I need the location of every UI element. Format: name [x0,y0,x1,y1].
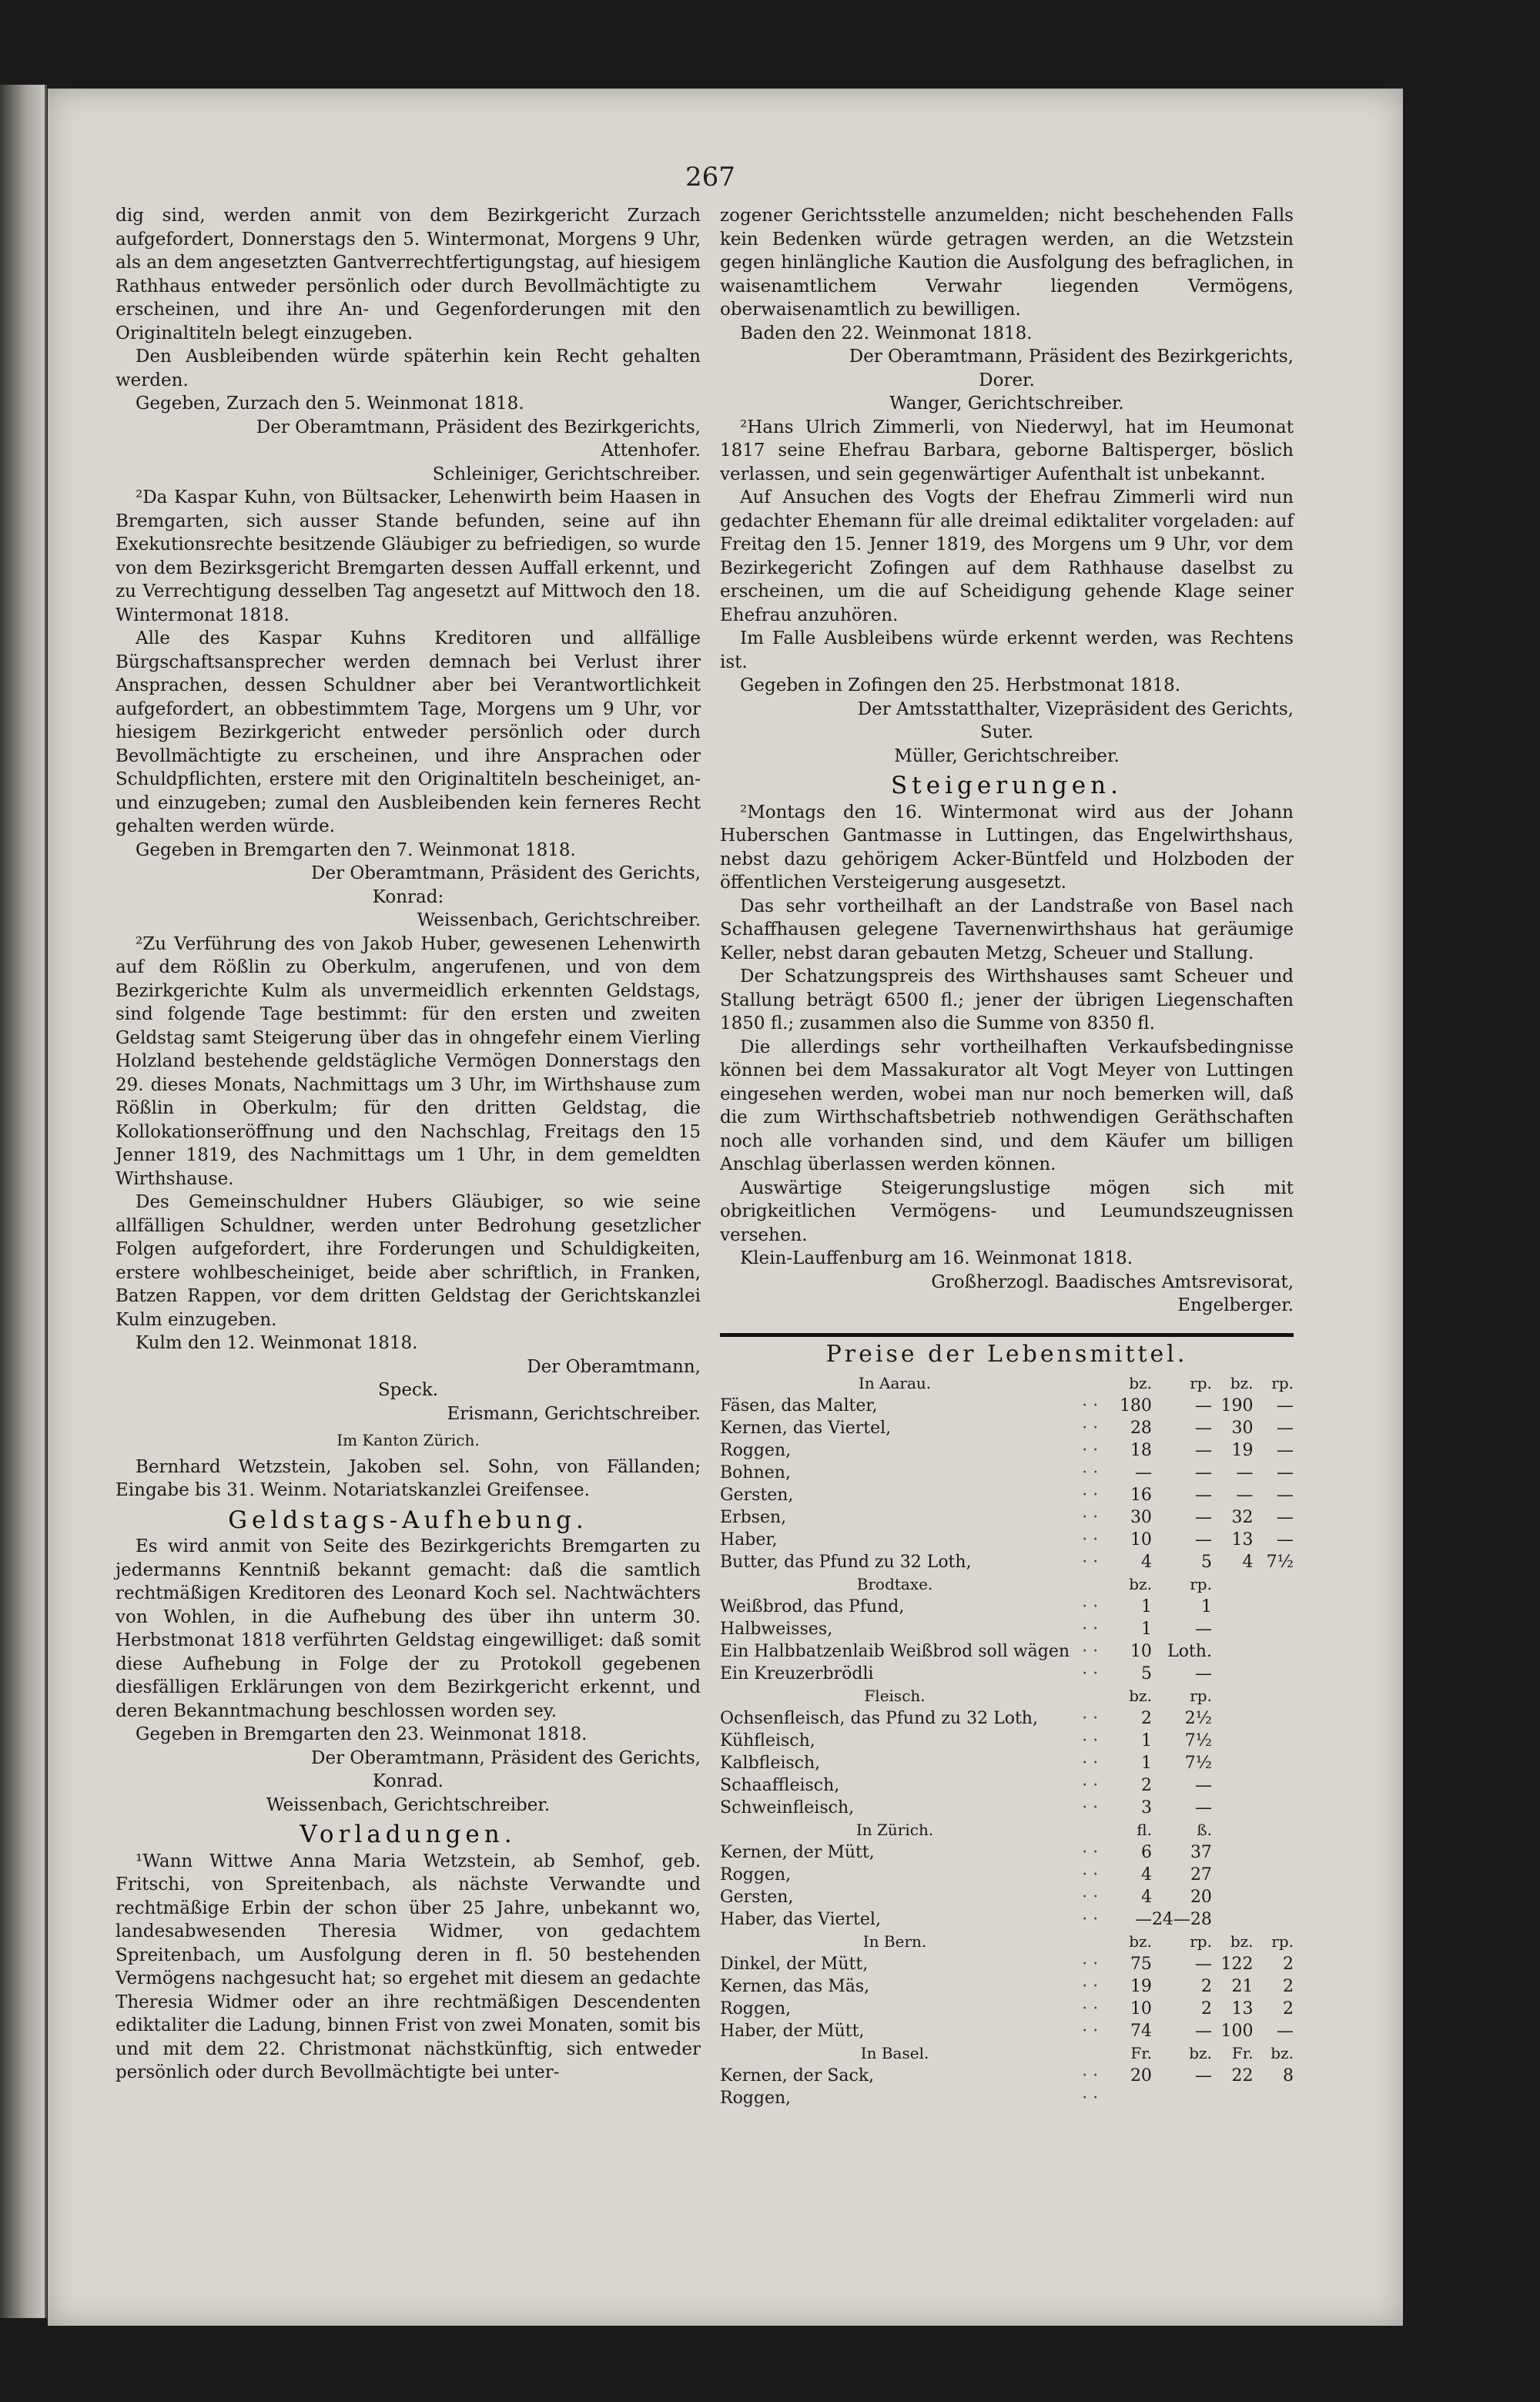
price-column-heading: Fr. [1231,2044,1254,2062]
signature-title: Der Oberamtmann, [527,1356,701,1377]
paragraph: Der Schatzungspreis des Wirthshauses samt Scheuer und Stallung beträgt 6500 fl.; jener der übrigen Liegenschaften 1850 fl.; zusammen also die Summe von 8350 fl. [720,966,1294,1033]
price-value: — [1194,1664,1212,1683]
price-value: 7½ [1184,1731,1212,1750]
price-column-heading: Fr. [1130,2044,1152,2062]
price-value: 2 [1283,1977,1294,1996]
price-row: Butter, das Pfund zu 32 Loth, · · 4 5 4 7½ [720,1553,1294,1572]
price-value: 30 [1130,1508,1152,1527]
price-column-heading: fl. [1137,1821,1152,1839]
price-value: 22 [1231,2066,1254,2085]
price-value: 4 [1140,1888,1152,1907]
price-column-heading: rp. [1190,1575,1212,1593]
paragraph: ²Da Kaspar Kuhn, von Bültsacker, Lehenwirth beim Haasen in Bremgarten, sich ausser Stande befunden, seine auf ihn Exekutionsrechte besitzende Gläubiger zu befriedigen, so wurde von dem Bezirksgericht Bremgarten dessen Auffall erkennt, und zu Verrechtigung desselben Tag angesetzt auf Mittwoch den 18. Wintermonat 1818. [116,487,701,625]
paragraph: ²Hans Ulrich Zimmerli, von Niederwyl, hat im Heumonat 1817 seine Ehefrau Barbara, geborne Baltisperger, böslich verlassen, und sein gegenwärtiger Aufenthalt ist unbekannt. [720,417,1294,484]
signature-clerk: Schleiniger, Gerichtschreiber. [432,464,701,484]
section-heading: Geldstags-Aufhebung. [228,1506,588,1534]
section-subheading: Im Kanton Zürich. [336,1431,480,1449]
price-value: 24—28 [1151,1910,1212,1929]
price-value: 4 [1140,1865,1152,1884]
paragraph: ¹Wann Wittwe Anna Maria Wetzstein, ab Semhof, geb. Fritschi, von Spreitenbach, als nächste Verwandte und rechtmäßige Erbin der schon über 25 Jahre, unbekannt wo, landesabwesenden Theresia Widmer, von gedachtem Spreitenbach, um Ausfolgung deren in fl. 50 bestehenden Vermögens nachgesucht hat; so ergehet mit diesem an gedachte Theresia Widmer oder an ihre rechtmäßigen Descendenten ediktaliter die Ladung, binnen Frist von zwei Monaten, somit bis und mit dem 22. Christmonat nächstkünftig, sich entweder persönlich oder durch Bevollmächtigte bei unter- [116,1851,701,2082]
price-value: — [1194,1486,1212,1505]
price-item-label: Kernen, das Viertel, [720,1419,892,1438]
price-value: 75 [1130,1955,1152,1974]
price-value: 1 [1140,1754,1152,1773]
price-item-label: Schweinfleisch, [720,1798,855,1817]
price-row: Roggen, · · [720,2087,1294,2109]
price-value: — [1277,1396,1294,1415]
price-value: — [1194,1463,1212,1482]
price-value: 10 [1130,1999,1152,2018]
price-value: — [1277,1463,1294,1482]
price-column-heading: bz. [1129,1687,1152,1705]
price-row: Schaaffleisch, · · 2 — [720,1776,1212,1795]
price-group-header [720,1573,1294,1596]
price-item-label: Roggen, [720,2089,792,2108]
paragraph: Des Gemeinschuldner Hubers Gläubiger, so wie seine allfälligen Schuldner, werden unter Bedrohung gesetzlicher Folgen aufgefordert, ihre Forderungen und Schuldigkeiten, erstere wohlbescheiniget, beide aber schriftlich, in Franken, Batzen Rappen, vor dem dritten Geldstag der Gerichtskanzlei Kulm einzugeben. [116,1192,701,1330]
price-value: — [1194,1620,1212,1639]
dateline: Baden den 22. Weinmonat 1818. [740,323,1033,343]
dateline: Kulm den 12. Weinmonat 1818. [136,1333,418,1353]
price-group-header [720,1819,1294,1841]
price-row: Roggen, · · 10 2 13 2 [720,1999,1294,2018]
price-item-label: Haber, der Mütt, [720,2022,865,2041]
signature-title: Der Amtsstatthalter, Vizepräsident des Gerichts, [857,698,1294,719]
price-row: Ein Halbbatzenlaib Weißbrod soll wägen · · 10 Loth. [720,1642,1212,1661]
price-row: Kernen, das Viertel, · · 28 — 30 — [720,1419,1294,1438]
price-value: 4 [1242,1553,1254,1572]
price-item-label: Erbsen, [720,1508,787,1527]
price-table [720,1372,1294,2109]
price-value: 180 [1119,1396,1152,1415]
price-value: 2 [1283,1955,1294,1974]
price-row: Haber, das Viertel, · · — 24—28 [720,1910,1212,1929]
signature-name: Engelberger. [1177,1295,1294,1315]
price-value: 7½ [1266,1553,1294,1572]
price-value: 10 [1130,1530,1152,1549]
section-heading: Vorladungen. [300,1821,517,1848]
signature-name: Dorer. [979,370,1035,390]
price-item-label: Gersten, [720,1888,794,1907]
price-group-title: In Bern. [862,1932,927,1951]
price-value: — [1277,1486,1294,1505]
paragraph: Die allerdings sehr vortheilhaften Verkaufsbedingnisse können bei dem Massakurator alt Vogt Meyer von Luttingen eingesehen werden, wobei man nur noch bemerken will, daß die zum Wirthschaftsbetrieb nothwendigen Geräthschaften noch alle vorhanden sind, und dem Käufer um billigen Anschlag überlassen werden können. [720,1037,1294,1174]
price-value: Loth. [1167,1642,1212,1661]
price-value: — [1194,1955,1212,1974]
price-column-heading: rp. [1271,1932,1294,1951]
price-item-label: Kernen, das Mäs, [720,1977,870,1996]
price-row: Dinkel, der Mütt, · · 75 — 122 2 [720,1955,1294,1974]
price-value: 2 [1200,1977,1212,1996]
price-column-heading: rp. [1190,1932,1212,1951]
price-value: 19 [1231,1441,1254,1460]
price-column-heading: bz. [1230,1374,1254,1392]
price-value: — [1236,1463,1254,1482]
dateline: Gegeben in Bremgarten den 23. Weinmonat 1818. [136,1724,588,1744]
price-item-label: Halbweisses, [720,1620,833,1639]
price-value [1152,2087,1212,2109]
price-item-label: Bohnen, [720,1463,791,1482]
price-row: Roggen, · · 18 — 19 — [720,1441,1294,1460]
price-item-label: Ein Halbbatzenlaib Weißbrod soll wägen [720,1642,1070,1661]
price-row: Haber, · · 10 — 13 — [720,1530,1294,1549]
price-value [1254,2087,1294,2109]
price-value: 2 [1140,1709,1152,1728]
price-value: — [1134,1910,1152,1929]
price-column-heading: bz. [1230,1932,1254,1951]
signature-title: Großherzogl. Baadisches Amtsrevisorat, [931,1271,1294,1292]
paragraph: Den Ausbleibenden würde späterhin kein Recht gehalten werden. [116,347,701,390]
price-value: — [1194,2066,1212,2085]
signature-name: Speck. [377,1380,439,1400]
price-item-label: Gersten, [720,1486,794,1505]
price-value: 6 [1140,1843,1152,1862]
price-value: — [1277,1508,1294,1527]
price-column-heading: bz. [1189,2044,1212,2062]
signature-title: Der Oberamtmann, Präsident des Gerichts, [311,863,701,883]
price-value: — [1194,1419,1212,1438]
paragraph: Alle des Kaspar Kuhns Kreditoren und allfällige Bürgschaftsansprecher werden demnach bei Verlust ihrer Ansprachen, dessen Schuldner aber bei Verantwortlichkeit aufgefordert, an obbestimmtem Tage, Morgens um 9 Uhr, vor hiesigem Bezirkgericht entweder persönlich oder durch Bevollmächtigte zu erscheinen, und ihre Ansprachen oder Schuldpflichten, erstere mit den Originaltiteln bescheiniget, an- und einzugeben; zumal den Ausbleibenden kein ferneres Recht gehalten werden würde. [116,628,701,836]
price-value: 20 [1190,1888,1212,1907]
price-row: Erbsen, · · 30 — 32 — [720,1508,1294,1527]
price-item-label: Roggen, [720,1865,792,1884]
price-row: Kernen, das Mäs, · · 19 2 21 2 [720,1977,1294,1996]
price-group-title: In Basel. [860,2044,929,2062]
price-value: 100 [1220,2022,1254,2041]
paragraph: ²Zu Verführung des von Jakob Huber, gewesenen Lehenwirth auf dem Rößlin zu Oberkulm, angerufenen, und von dem Bezirkgerichte Kulm als unvermeidlich erkennten Geldstags, sind folgende Tage bestimmt: für den ersten und zweiten Geldstag samt Steigerung über das in ohngefehr einem Vierling Holzland bestehende geldstägliche Vermögen Donnerstags den 29. dieses Monats, Nachmittags um 3 Uhr, im Wirthshause zum Rößlin in Oberkulm; für den dritten Geldstag, die Kollokationseröffnung und den Nachschlag, Freitags den 15 Jenner 1819, des Nachmittags um 1 Uhr, in dem gemeldten Wirthshause. [116,933,701,1189]
price-row: Ochsenfleisch, das Pfund zu 32 Loth, · · 2 2½ [720,1709,1212,1728]
dateline: Gegeben in Zofingen den 25. Herbstmonat 1818. [740,675,1181,695]
price-group-title: In Zürich. [855,1821,934,1839]
price-value: 2 [1200,1999,1212,2018]
right-column [720,204,1294,2109]
page-number: 267 [685,162,735,193]
price-column-heading: rp. [1190,1374,1212,1392]
price-column-heading: bz. [1129,1575,1152,1593]
price-row: Gersten, · · 4 20 [720,1888,1212,1907]
price-value: 2½ [1184,1709,1212,1728]
signature-name: Konrad. [373,1771,444,1791]
price-value [1110,2087,1152,2109]
price-item-label: Haber, das Viertel, [720,1910,881,1929]
price-item-label: Ochsenfleisch, das Pfund zu 32 Loth, [720,1709,1038,1728]
price-value: 21 [1231,1977,1254,1996]
price-value: — [1277,1441,1294,1460]
price-row: Weißbrod, das Pfund, · · 1 1 [720,1597,1212,1616]
price-value: 3 [1140,1798,1152,1817]
price-item-label: Butter, das Pfund zu 32 Loth, [720,1553,972,1572]
price-item-label: Roggen, [720,1999,792,2018]
price-value: — [1194,1441,1212,1460]
price-item-label: Kernen, der Mütt, [720,1843,875,1862]
price-row: Fäsen, das Malter, · · 180 — 190 — [720,1396,1294,1415]
price-item-label: Fäsen, das Malter, [720,1396,878,1415]
price-item-label: Roggen, [720,1441,792,1460]
price-group-header [720,1685,1294,1707]
price-group-header [720,1372,1294,1395]
price-column-heading: bz. [1129,1374,1152,1392]
price-value: 1 [1140,1620,1152,1639]
paragraph: dig sind, werden anmit von dem Bezirkgericht Zurzach aufgefordert, Donnerstags den 5. Wintermonat, Morgens 9 Uhr, als an dem angesetzten Gantverrechtfertigungstag, auf hiesigem Rathhaus entweder persönlich oder durch Bevollmächtigte zu erscheinen, und ihre An- und Gegenforderungen mit den Originaltiteln belegt einzugeben. [116,206,701,343]
price-value: 5 [1140,1664,1152,1683]
price-value: — [1236,1486,1254,1505]
price-column-heading: bz. [1129,1932,1152,1951]
signature-clerk: Müller, Gerichtschreiber. [894,745,1120,766]
price-value: — [1194,1798,1212,1817]
price-column-heading: ß. [1197,1821,1212,1839]
price-value: 2 [1283,1999,1294,2018]
price-item-label: Kalbfleisch, [720,1754,821,1773]
price-value: 13 [1231,1999,1254,2018]
price-column-heading: bz. [1270,2044,1294,2062]
price-value: 27 [1190,1865,1212,1884]
price-value: 18 [1130,1441,1152,1460]
price-value: 5 [1200,1553,1212,1572]
paragraph: Auf Ansuchen des Vogts der Ehefrau Zimmerli wird nun gedachter Ehemann für alle dreimal ediktaliter vorgeladen: auf Freitag den 15. Jenner 1819, des Morgens um 9 Uhr, vor dem Bezirkegericht Zofingen auf dem Rathhause daselbst zu erscheinen, um die auf Scheidigung gehende Klage seiner Ehefrau anzuhören. [720,487,1294,625]
price-row: Gersten, · · 16 — — — [720,1486,1294,1505]
signature-clerk: Weissenbach, Gerichtschreiber. [417,910,701,930]
price-row: Haber, der Mütt, · · 74 — 100 — [720,2022,1294,2041]
price-value: — [1277,2022,1294,2041]
price-value: — [1194,1508,1212,1527]
price-value: — [1194,1396,1212,1415]
price-value: 8 [1283,2066,1294,2085]
dateline: Klein-Lauffenburg am 16. Weinmonat 1818. [740,1248,1133,1268]
price-column-heading: rp. [1271,1374,1294,1392]
price-value: 1 [1200,1597,1212,1616]
price-row: Kalbfleisch, · · 1 7½ [720,1754,1212,1773]
signature-clerk: Erismann, Gerichtschreiber. [447,1403,701,1424]
price-value: — [1194,1776,1212,1795]
section-heading: Steigerungen. [891,772,1123,799]
price-item-label: Ein Kreuzerbrödli [720,1664,874,1683]
price-column-heading: rp. [1190,1687,1212,1705]
price-value: 1 [1140,1731,1152,1750]
price-item-label: Schaaffleisch, [720,1776,840,1795]
signature-name: Konrad: [372,886,444,907]
price-value: 190 [1220,1396,1254,1415]
price-value: 28 [1130,1419,1152,1438]
price-value: 32 [1231,1508,1254,1527]
previous-page-edge [0,85,47,2318]
paragraph: Das sehr vortheilhaft an der Landstraße von Basel nach Schaffhausen gelegene Tavernenwirthshaus hat geräumige Keller, nebst daran gebauten Metzg, Scheuer und Stallung. [720,896,1294,963]
price-value: 16 [1130,1486,1152,1505]
price-value: — [1277,1530,1294,1549]
price-value: 1 [1140,1597,1152,1616]
price-value: 19 [1130,1977,1152,1996]
dateline: Gegeben in Bremgarten den 7. Weinmonat 1818. [136,839,576,860]
signature-title: Der Oberamtmann, Präsident des Gerichts, [311,1747,701,1768]
signature-clerk: Wanger, Gerichtschreiber. [889,394,1124,414]
price-value: 122 [1220,1955,1254,1974]
signature-title: Der Oberamtmann, Präsident des Bezirkgerichts, [849,347,1294,367]
price-row: Ein Kreuzerbrödli · · 5 — [720,1664,1212,1683]
dateline: Gegeben, Zurzach den 5. Weinmonat 1818. [136,394,524,414]
price-group-header [720,1931,1294,1953]
price-value: 4 [1140,1553,1152,1572]
left-column [116,204,701,2085]
paragraph: Es wird anmit von Seite des Bezirkgerichts Bremgarten zu jedermanns Kenntniß bekannt gemacht: daß die samtlich rechtmäßigen Kreditoren des Leonard Koch sel. Nachtwächters von Wohlen, in die Aufhebung des über ihn unterm 30. Herbstmonat 1818 verführten Geldstag eingewilliget: daß somit diese Aufhebung in Folge der zu Protokoll gegebenen diesfälligen Erklärungen von dem Bezirkgericht erkennt, und deren Bekanntmachung beschlossen worden sey. [116,1536,701,1721]
price-group-title: In Aarau. [858,1374,932,1392]
price-value: 20 [1130,2066,1152,2085]
price-row: Schweinfleisch, · · 3 — [720,1798,1212,1817]
price-value: 10 [1130,1642,1152,1661]
section-rule [720,1333,1294,1337]
paragraph: Auswärtige Steigerungslustige mögen sich mit obrigkeitlichen Vermögens- und Leumundszeugnissen versehen. [720,1178,1294,1245]
price-group-header [720,2042,1294,2065]
price-group-title: Fleisch. [864,1687,926,1705]
price-row: Kernen, der Mütt, · · 6 37 [720,1843,1212,1862]
paragraph: zogener Gerichtsstelle anzumelden; nicht beschehenden Falls kein Bedenken würde getragen werden, an die Wetzstein gegen hinlängliche Kaution die Ausfolgung des befraglichen, in waisenamtlichem Verwahr liegenden Vermögens, oberwaisenamtlich zu bewilligen. [720,206,1294,320]
price-value: 13 [1231,1530,1254,1549]
paragraph: Im Falle Ausbleibens würde erkennt werden, was Rechtens ist. [720,628,1294,672]
signature-name: Attenhofer. [601,441,701,461]
price-value: — [1277,1419,1294,1438]
price-item-label: Kühfleisch, [720,1731,815,1750]
price-list-title: Preise der Lebensmittel. [825,1340,1188,1368]
price-group-title: Brodtaxe. [856,1575,933,1593]
price-row: Halbweisses, · · 1 — [720,1620,1212,1639]
signature-clerk: Weissenbach, Gerichtschreiber. [266,1794,551,1815]
paragraph: Bernhard Wetzstein, Jakoben sel. Sohn, von Fällanden; Eingabe bis 31. Weinm. Notariatskanzlei Greifensee. [116,1456,701,1500]
price-value [1212,2087,1254,2109]
price-value: 2 [1140,1776,1152,1795]
price-value: 37 [1190,1843,1212,1862]
signature-title: Der Oberamtmann, Präsident des Bezirkgerichts, [256,417,701,437]
price-row: Kernen, der Sack, · · 20 — 22 8 [720,2066,1294,2085]
price-value: — [1194,2022,1212,2041]
price-row: Roggen, · · 4 27 [720,1865,1212,1884]
price-item-label: Weißbrod, das Pfund, [720,1597,905,1616]
price-item-label: Haber, [720,1530,778,1549]
signature-name: Suter. [979,722,1034,742]
price-value: 30 [1231,1419,1254,1438]
price-item-label: Kernen, der Sack, [720,2066,875,2085]
paragraph: ²Montags den 16. Wintermonat wird aus der Johann Huberschen Gantmasse in Luttingen, das Engelwirthshaus, nebst dazu gehörigem Acker-Büntfeld und Holzboden der öffentlichen Versteigerung ausgesetzt. [720,802,1294,893]
price-row: Bohnen, · · — — — — [720,1463,1294,1482]
price-item-label: Dinkel, der Mütt, [720,1955,869,1974]
price-value: 74 [1130,2022,1152,2041]
price-value: — [1194,1530,1212,1549]
price-value: 7½ [1184,1754,1212,1773]
price-value: — [1134,1463,1152,1482]
price-row: Kühfleisch, · · 1 7½ [720,1731,1212,1750]
